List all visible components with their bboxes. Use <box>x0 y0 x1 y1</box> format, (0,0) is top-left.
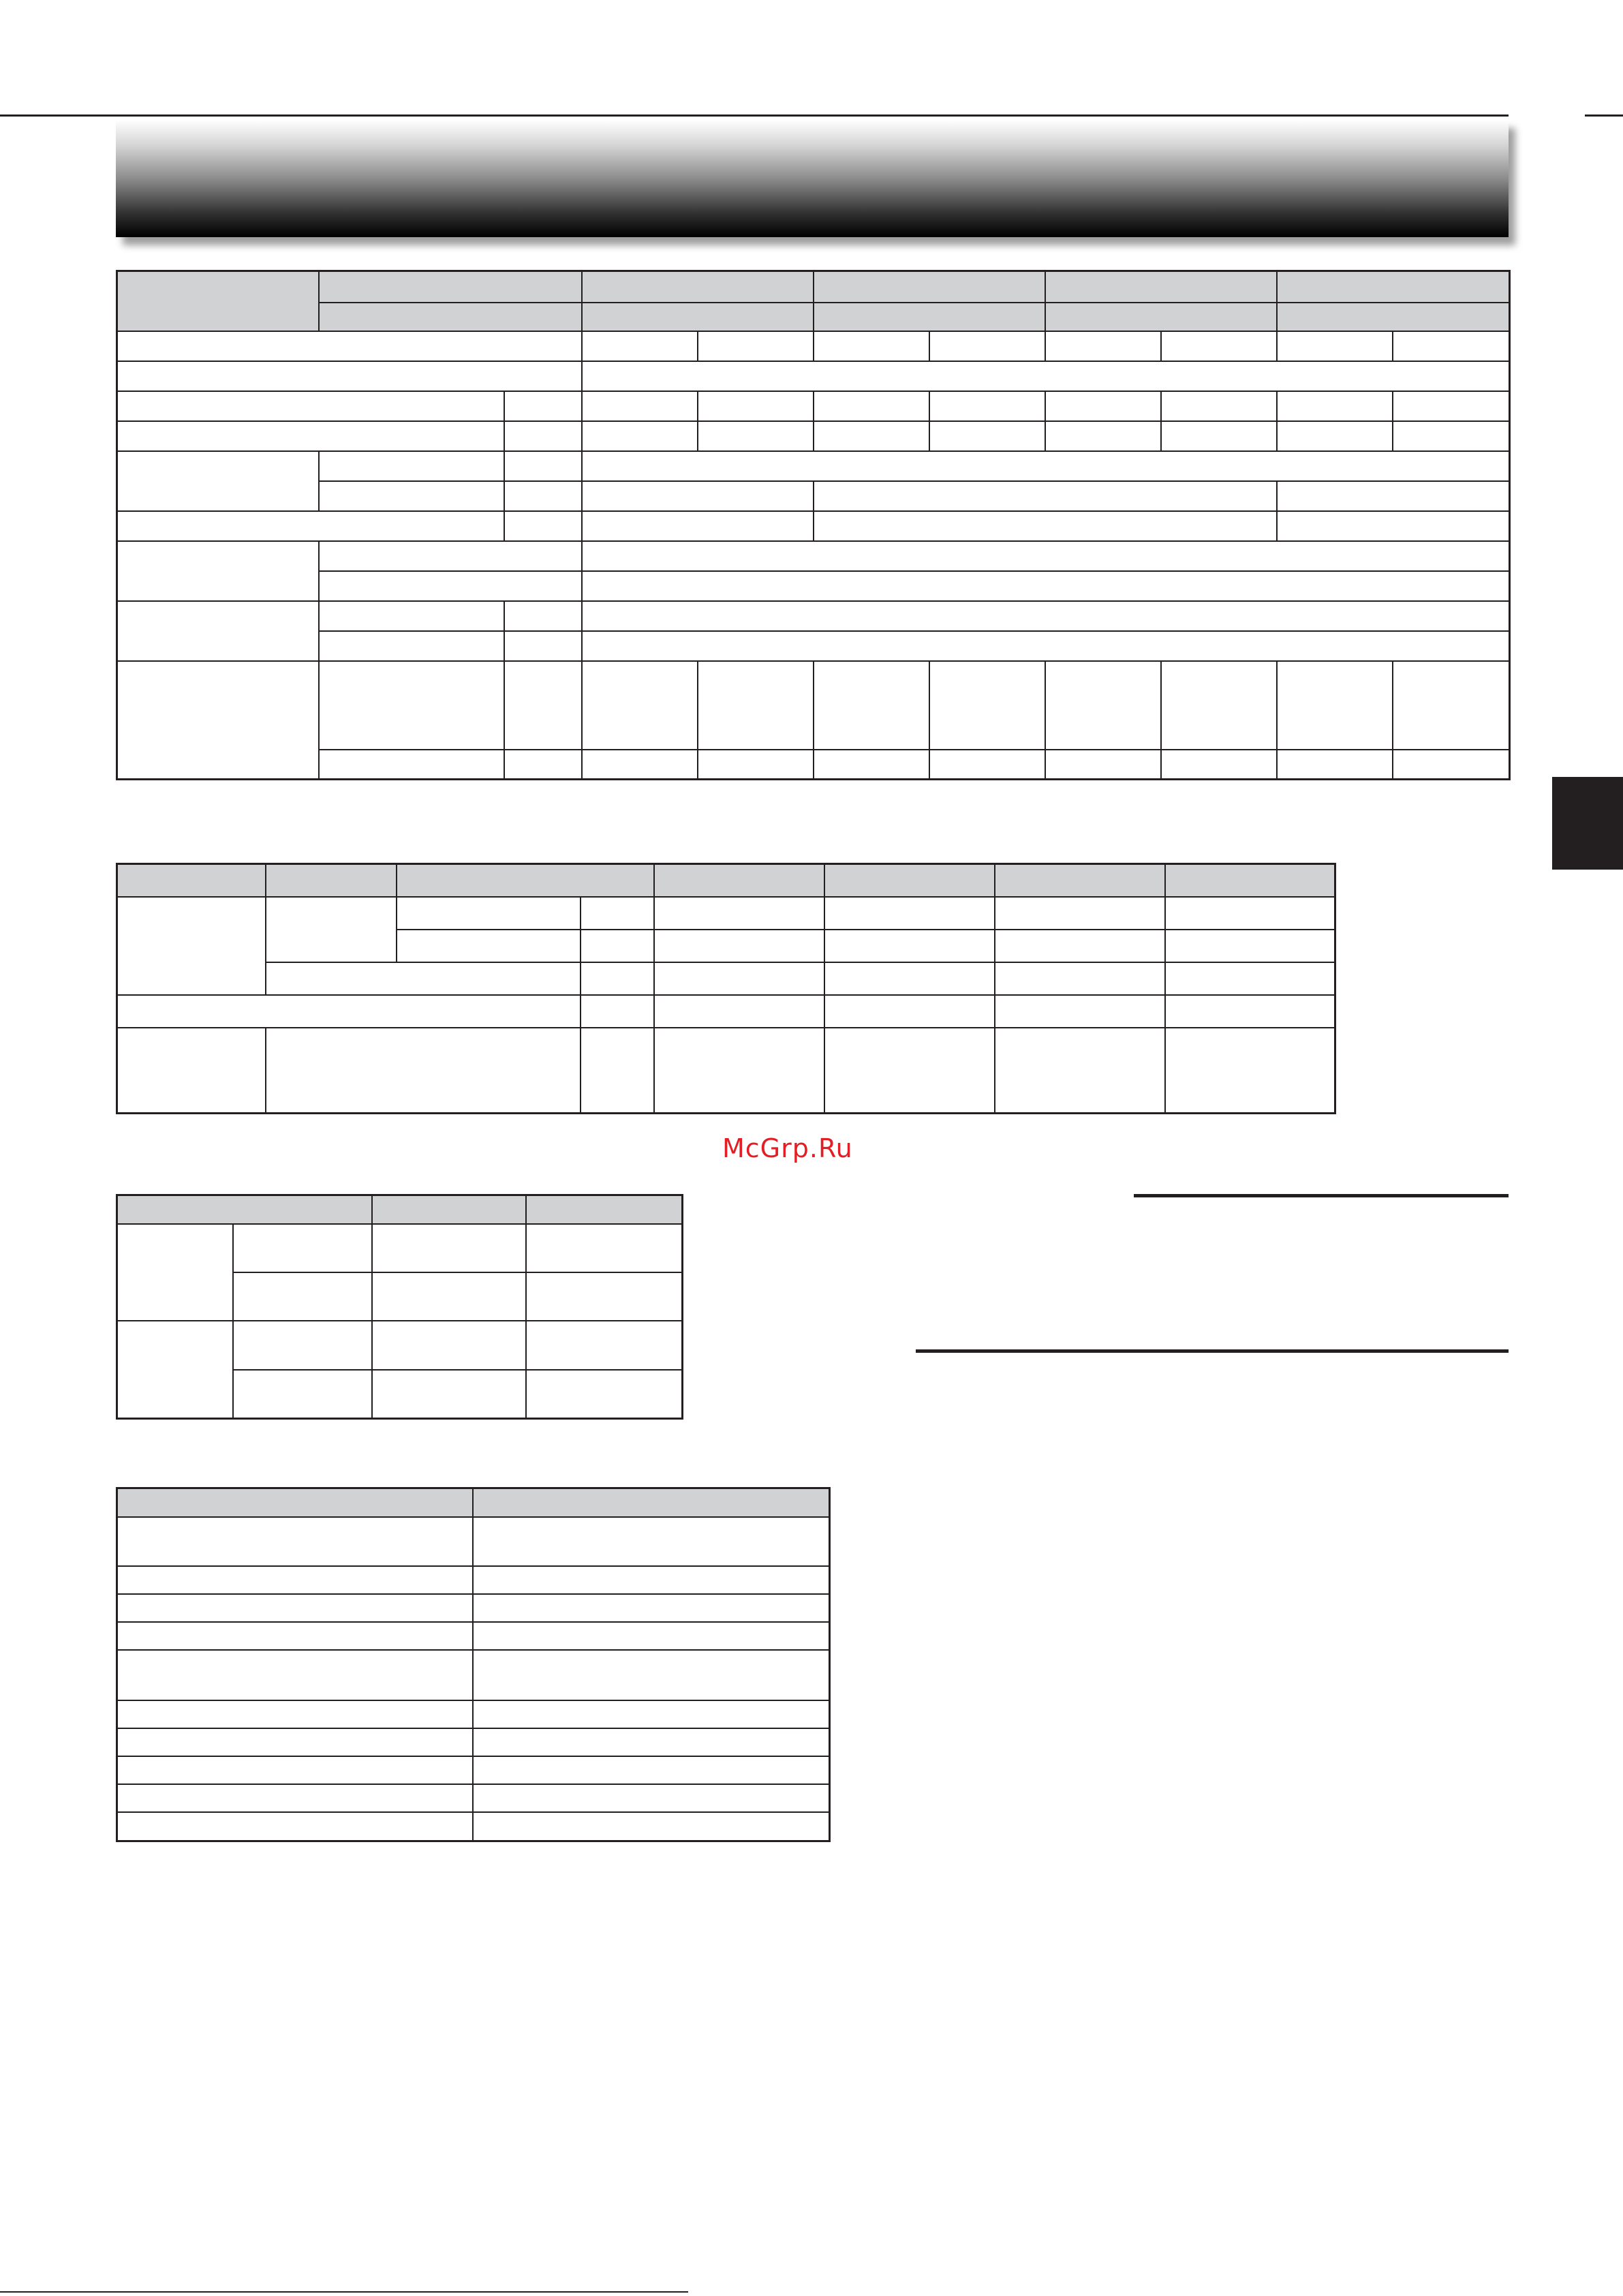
spec-subheader-2 <box>814 303 1045 331</box>
performance-header-cell <box>266 864 397 897</box>
performance-header-cell <box>117 864 266 897</box>
performance-row <box>117 995 1335 1028</box>
small-grid-group-label <box>117 1224 233 1321</box>
spec-row-label <box>319 541 582 571</box>
spec-header-row-2 <box>117 303 1510 331</box>
spec-header-model-3 <box>1045 271 1277 303</box>
spec-row <box>117 421 1510 451</box>
section-rule <box>916 1349 1509 1353</box>
small-grid-row <box>117 1321 683 1370</box>
spec-row <box>117 601 1510 631</box>
spec-subheader-3 <box>1045 303 1277 331</box>
spec-row <box>117 451 1510 481</box>
small-grid-header-cell <box>526 1195 683 1224</box>
spec-header-model-label <box>319 271 582 303</box>
two-column-table <box>116 1487 831 1842</box>
performance-header-cell <box>1165 864 1335 897</box>
small-grid-header-cell <box>117 1195 372 1224</box>
spec-header-corner <box>117 271 319 331</box>
spec-row <box>117 391 1510 421</box>
performance-group-label <box>117 897 266 995</box>
spec-row-label <box>319 661 504 750</box>
spec-row <box>117 631 1510 661</box>
spec-row-label <box>319 481 504 511</box>
spec-subheader-label <box>319 303 582 331</box>
spec-row-unit <box>504 631 582 661</box>
performance-header-row <box>117 864 1335 897</box>
spec-row-label <box>319 571 582 601</box>
section-tab <box>1552 777 1623 870</box>
spec-group-label <box>117 661 319 780</box>
spec-group-label <box>117 541 319 601</box>
performance-row <box>117 962 1335 995</box>
spec-row-unit <box>504 661 582 750</box>
spec-group-label <box>117 601 319 661</box>
small-grid-table <box>116 1194 683 1420</box>
performance-subgroup-label <box>266 897 397 962</box>
two-column-row <box>117 1812 830 1841</box>
performance-row <box>117 1028 1335 1114</box>
two-column-row <box>117 1517 830 1566</box>
spec-row-label <box>319 601 504 631</box>
performance-row <box>117 897 1335 930</box>
title-banner <box>116 120 1509 237</box>
spec-row-label <box>319 451 504 481</box>
spec-row <box>117 331 1510 361</box>
top-rule-corner <box>1585 114 1623 117</box>
two-column-row <box>117 1622 830 1650</box>
spec-header-model-2 <box>814 271 1045 303</box>
spec-row <box>117 661 1510 750</box>
spec-header-model-4 <box>1277 271 1510 303</box>
performance-header-cell <box>654 864 824 897</box>
spec-subheader-1 <box>582 303 814 331</box>
two-column-row <box>117 1650 830 1700</box>
performance-header-cell <box>995 864 1165 897</box>
spec-group-label <box>117 451 319 511</box>
spec-row-unit <box>504 511 582 541</box>
small-grid-header-row <box>117 1195 683 1224</box>
spec-row-unit <box>504 421 582 451</box>
watermark-text: McGrp.Ru <box>722 1133 853 1163</box>
specifications-table <box>116 270 1511 780</box>
spec-row-label <box>319 631 504 661</box>
spec-row-unit <box>504 481 582 511</box>
spec-row-label <box>117 331 582 361</box>
two-column-header-cell <box>473 1488 830 1517</box>
performance-group-label <box>117 1028 266 1114</box>
footer-rule <box>0 2291 688 2293</box>
spec-header-model-1 <box>582 271 814 303</box>
spec-row-label <box>117 511 504 541</box>
section-rule <box>1134 1194 1509 1197</box>
spec-subheader-4 <box>1277 303 1510 331</box>
spec-row-unit <box>504 601 582 631</box>
two-column-row <box>117 1728 830 1756</box>
footer-code <box>694 2282 769 2296</box>
two-column-row <box>117 1756 830 1784</box>
spec-row-unit <box>504 451 582 481</box>
spec-header-row-1 <box>117 271 1510 303</box>
two-column-header-cell <box>117 1488 473 1517</box>
small-grid-row <box>117 1224 683 1272</box>
spec-row-label <box>117 361 582 391</box>
spec-row <box>117 571 1510 601</box>
two-column-row <box>117 1700 830 1728</box>
small-grid-group-label <box>117 1321 233 1419</box>
two-column-row <box>117 1594 830 1622</box>
performance-table <box>116 863 1336 1114</box>
performance-header-cell <box>397 864 654 897</box>
spec-row <box>117 541 1510 571</box>
top-rule <box>0 114 1509 117</box>
performance-header-cell <box>824 864 995 897</box>
spec-row <box>117 511 1510 541</box>
small-grid-header-cell <box>372 1195 526 1224</box>
two-column-header-row <box>117 1488 830 1517</box>
spec-row <box>117 481 1510 511</box>
spec-row-label <box>117 421 504 451</box>
two-column-row <box>117 1784 830 1812</box>
spec-row-label <box>319 750 504 780</box>
spec-row-unit <box>504 750 582 780</box>
spec-row <box>117 750 1510 780</box>
spec-row-label <box>117 391 504 421</box>
spec-row-unit <box>504 391 582 421</box>
spec-row <box>117 361 1510 391</box>
two-column-row <box>117 1566 830 1594</box>
